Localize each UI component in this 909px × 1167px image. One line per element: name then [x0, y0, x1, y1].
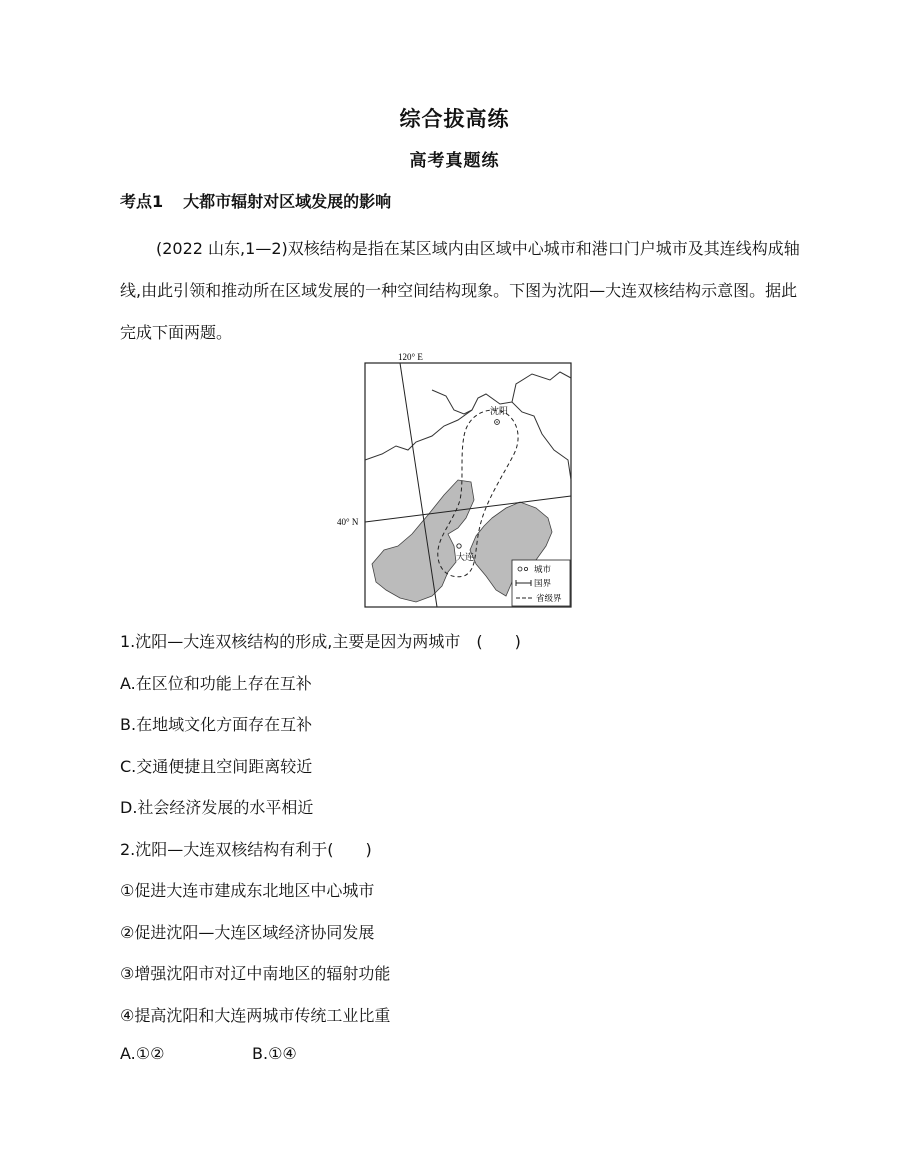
lon-label: 120° E: [398, 352, 423, 362]
shenyang-label: 沈阳: [490, 407, 509, 417]
page-title: 综合拔高练: [399, 107, 510, 131]
question-2-option-b[interactable]: B.①④: [252, 1044, 297, 1063]
section-topic: 大都市辐射对区域发展的影响: [183, 192, 392, 211]
map-svg: [336, 350, 576, 610]
question-1-option-a[interactable]: A.在区位和功能上存在互补: [120, 674, 312, 693]
question-2-statement-4: ④提高沈阳和大连两城市传统工业比重: [120, 1006, 391, 1025]
intro-paragraph: [120, 228, 800, 354]
question-2-statement-2: ②促进沈阳—大连区域经济协同发展: [120, 923, 375, 942]
dalian-city-marker: [457, 544, 461, 548]
question-2-stem: 2.沈阳—大连双核结构有利于( ): [120, 840, 372, 859]
section-heading: [120, 189, 391, 212]
question-1-option-c[interactable]: C.交通便捷且空间距离较近: [120, 757, 313, 776]
question-2-statement-1: ①促进大连市建成东北地区中心城市: [120, 881, 375, 900]
question-2-option-a[interactable]: A.①②: [120, 1044, 165, 1063]
question-2-options: [120, 1044, 297, 1063]
legend-border: 国界: [534, 579, 552, 589]
question-1-option-d[interactable]: D.社会经济发展的水平相近: [120, 798, 314, 817]
legend-city: 城市: [534, 565, 552, 575]
legend-province: 省级界: [536, 594, 562, 604]
lat-label: 40° N: [337, 517, 359, 527]
map-legend: [512, 560, 570, 606]
question-1-stem: 1.沈阳—大连双核结构的形成,主要是因为两城市 ( ): [120, 632, 521, 651]
page-subtitle: 高考真题练: [409, 151, 500, 171]
dalian-label: 大连: [456, 553, 475, 563]
map-figure: [336, 350, 576, 610]
question-1-option-b[interactable]: B.在地域文化方面存在互补: [120, 715, 313, 734]
section-label: 考点1: [120, 192, 164, 211]
question-2-statement-3: ③增强沈阳市对辽中南地区的辐射功能: [120, 964, 391, 983]
intro-text: (2022 山东,1—2)双核结构是指在某区域内由区域中心城市和港口门户城市及其连线构成轴线,由此引领和推动所在区域发展的一种空间结构现象。下图为沈阳—大连双核结构示意图。据此完成下面两题。: [120, 239, 800, 342]
